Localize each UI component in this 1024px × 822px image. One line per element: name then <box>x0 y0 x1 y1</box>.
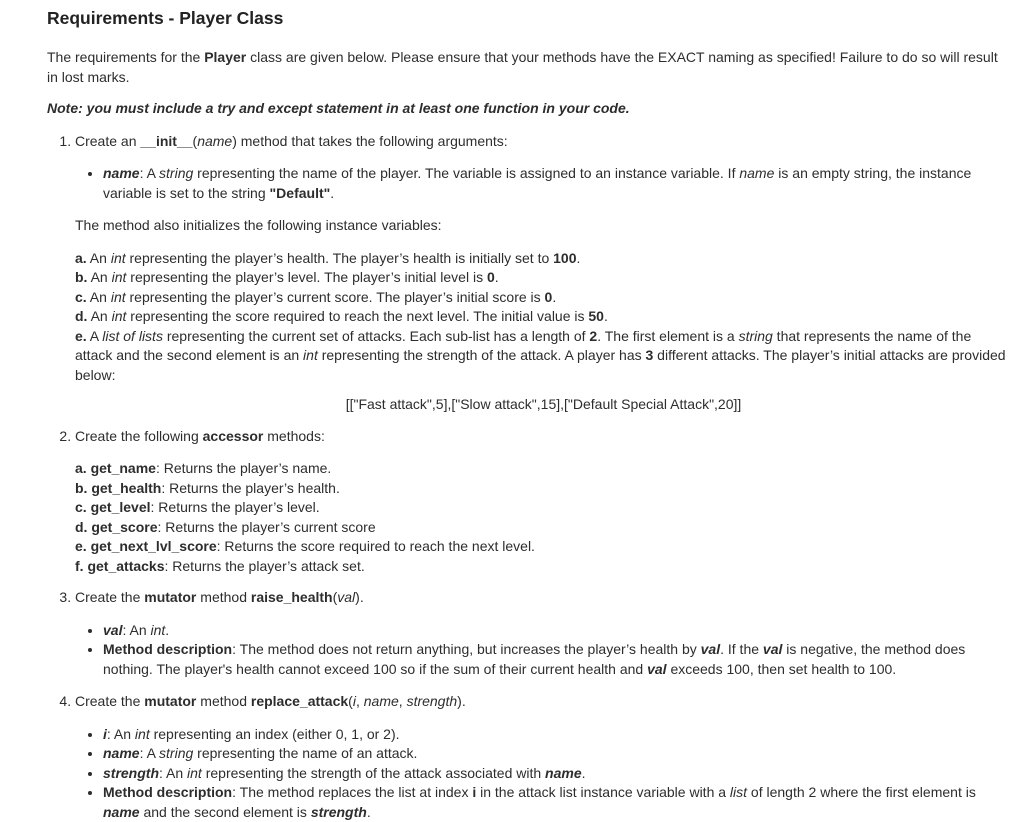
list-item: • strength: An int representing the strength of the attack associated with name. <box>103 764 1012 784</box>
list-item: a. An int representing the player’s health. The player’s health is initially set to 100. <box>75 249 1012 269</box>
requirements-list <box>47 132 1012 822</box>
list-item: f. get_attacks: Returns the player’s attack set. <box>75 557 1012 577</box>
requirement-raise-health: 3. Create the mutator method raise_health(val). • val: An int. • Method description: The method does not return anything, but increases the player’s health by val. If the val is negative, the method does nothing. The player's health cannot exceed 100 so if the sum of their current health and val exceeds 100, then set health to 100. <box>75 588 1012 679</box>
instance-variables-list <box>75 249 1012 386</box>
init-arguments-list <box>75 164 1012 203</box>
list-item: b. get_health: Returns the player’s health. <box>75 479 1012 499</box>
note-paragraph: Note: you must include a try and except statement in at least one function in your code. <box>47 99 1012 119</box>
list-item: e. A list of lists representing the current set of attacks. Each sub-list has a length of 2. The first element is a string that represents the name of the attack and the second element is an int representing the strength of the attack. A player has 3 different attacks. The player’s initial attacks are provided below: <box>75 327 1012 386</box>
list-item: • Method description: The method does not return anything, but increases the player’s health by val. If the val is negative, the method does nothing. The player's health cannot exceed 100 so if the sum of their current health and val exceeds 100, then set health to 100. <box>103 640 1012 679</box>
list-item: e. get_next_lvl_score: Returns the score required to reach the next level. <box>75 537 1012 557</box>
list-item: c. get_level: Returns the player’s level. <box>75 498 1012 518</box>
accessor-methods-list <box>75 459 1012 576</box>
instance-variables-intro: The method also initializes the following instance variables: <box>75 216 1012 236</box>
list-item: • i: An int representing an index (either 0, 1, or 2). <box>103 725 1012 745</box>
requirement-replace-attack: 4. Create the mutator method replace_attack(i, name, strength). • i: An int representing an index (either 0, 1, or 2). • name: A string representing the name of an attack. • strength: An int representing the strength of the attack associated with name. • Method description: The method replaces the list at index i in the attack list instance variable with a list of length 2 where the first element is name and the second element is strength. <box>75 692 1012 822</box>
list-item: • name: A string representing the name of an attack. <box>103 744 1012 764</box>
list-item: c. An int representing the player’s current score. The player’s initial score is 0. <box>75 288 1012 308</box>
intro-paragraph: The requirements for the Player class are given below. Please ensure that your methods have the EXACT naming as specified! Failure to do so will result in lost marks. <box>47 48 1012 87</box>
page-title: Requirements - Player Class <box>47 8 1012 28</box>
list-item: b. An int representing the player’s level. The player’s initial level is 0. <box>75 268 1012 288</box>
list-item: • name: A string representing the name of the player. The variable is assigned to an instance variable. If name is an empty string, the instance variable is set to the string "Default". <box>103 164 1012 203</box>
initial-attacks-code: [["Fast attack",5],["Slow attack",15],["Default Special Attack",20]] <box>75 395 1012 415</box>
requirement-init: 1. Create an __init__(name) method that takes the following arguments: • name: A string representing the name of the player. The variable is assigned to an instance variable. If name is an empty string, the instance variable is set to the string "Default". The method also initializes the following instance variables: a. An int representing the player’s health. The player’s health is initially set to 100. b. An int representing the player’s level. The player’s initial level is 0. c. An int representing the player’s current score. The player’s initial score is 0. d. An int representing the score required to reach the next level. The initial value is 50. e. A list of lists representing the current set of attacks. Each sub-list has a length of 2. The first element is a string that represents the name of the attack and the second element is an int representing the strength of the attack. A player has 3 different attacks. The player’s initial attacks are provided below: [["Fast attack",5],["Slow attack",15],["Default Special Attack",20]] <box>75 132 1012 415</box>
list-item: d. An int representing the score required to reach the next level. The initial value is 50. <box>75 307 1012 327</box>
requirement-accessors: 2. Create the following accessor methods: a. get_name: Returns the player’s name. b. get_health: Returns the player’s health. c. get_level: Returns the player’s level. d. get_score: Returns the player’s current score e. get_next_lvl_score: Returns the score required to reach the next level. f. get_attacks: Returns the player’s attack set. <box>75 427 1012 577</box>
list-item: • Method description: The method replaces the list at index i in the attack list instance variable with a list of length 2 where the first element is name and the second element is strength. <box>103 783 1012 822</box>
list-item: d. get_score: Returns the player’s current score <box>75 518 1012 538</box>
replace-attack-details <box>75 725 1012 822</box>
raise-health-details <box>75 621 1012 680</box>
list-item: a. get_name: Returns the player’s name. <box>75 459 1012 479</box>
list-item: • val: An int. <box>103 621 1012 641</box>
